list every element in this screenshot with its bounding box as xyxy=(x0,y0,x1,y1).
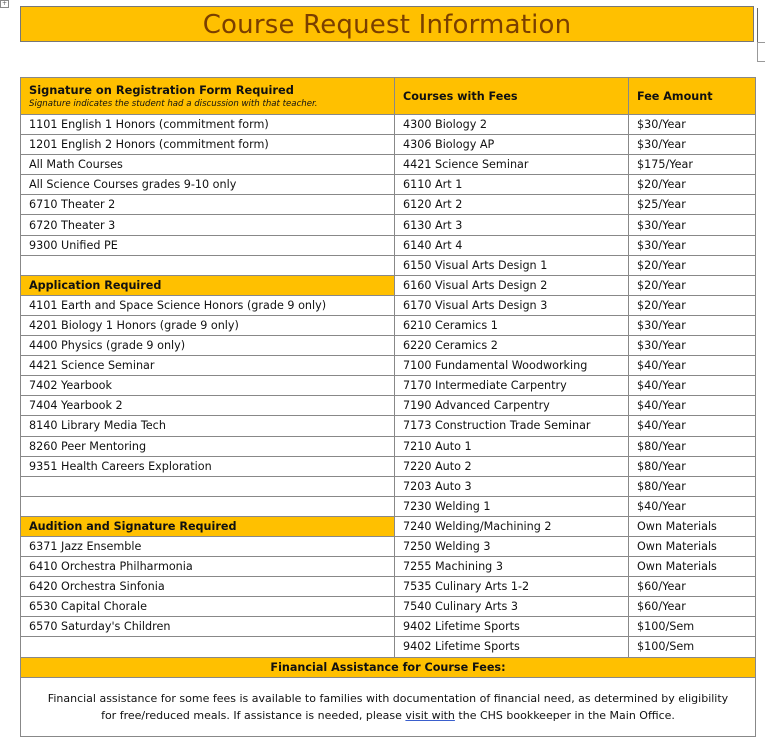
course-cell: 6160 Visual Arts Design 2 xyxy=(395,275,629,295)
course-cell: 4421 Science Seminar xyxy=(395,155,629,175)
table-row xyxy=(21,476,756,496)
fee-cell: Own Materials xyxy=(629,557,756,577)
course-cell: 6120 Art 2 xyxy=(395,195,629,215)
table-row xyxy=(21,295,756,315)
course-cell: 7203 Auto 3 xyxy=(395,476,629,496)
table-row xyxy=(21,637,756,657)
table-row xyxy=(21,175,756,195)
table-move-handle-icon[interactable]: + xyxy=(1,0,8,7)
fee-cell: $175/Year xyxy=(629,155,756,175)
table-row xyxy=(21,275,756,295)
requirement-cell: 7404 Yearbook 2 xyxy=(21,396,395,416)
table-row xyxy=(21,376,756,396)
course-cell: 7230 Welding 1 xyxy=(395,496,629,516)
course-cell: 7173 Construction Trade Seminar xyxy=(395,416,629,436)
fee-cell: $30/Year xyxy=(629,336,756,356)
requirement-cell: 8140 Library Media Tech xyxy=(21,416,395,436)
table-row xyxy=(21,536,756,556)
fee-cell: $20/Year xyxy=(629,295,756,315)
requirement-cell: 6530 Capital Chorale xyxy=(21,597,395,617)
header-fee-amount: Fee Amount xyxy=(629,78,756,115)
course-cell: 7255 Machining 3 xyxy=(395,557,629,577)
requirement-cell: 6710 Theater 2 xyxy=(21,195,395,215)
table-row xyxy=(21,356,756,376)
requirement-cell: 6720 Theater 3 xyxy=(21,215,395,235)
fee-cell: $30/Year xyxy=(629,315,756,335)
requirement-cell xyxy=(21,496,395,516)
financial-note-text-end: the CHS bookkeeper in the Main Office. xyxy=(454,708,675,722)
table-row xyxy=(21,436,756,456)
table-row xyxy=(21,577,756,597)
header-signature-required xyxy=(21,78,395,115)
requirement-cell: 1201 English 2 Honors (commitment form) xyxy=(21,135,395,155)
financial-note-row xyxy=(21,677,756,736)
requirement-cell: 4201 Biology 1 Honors (grade 9 only) xyxy=(21,315,395,335)
financial-heading-row xyxy=(21,657,756,677)
fee-cell: $80/Year xyxy=(629,436,756,456)
course-cell: 6150 Visual Arts Design 1 xyxy=(395,255,629,275)
requirement-cell: All Math Courses xyxy=(21,155,395,175)
fee-cell: $30/Year xyxy=(629,215,756,235)
requirement-cell: 6410 Orchestra Philharmonia xyxy=(21,557,395,577)
table-row xyxy=(21,557,756,577)
fee-cell: $80/Year xyxy=(629,456,756,476)
fee-cell: $20/Year xyxy=(629,175,756,195)
fee-cell: $80/Year xyxy=(629,476,756,496)
requirement-cell: 9351 Health Careers Exploration xyxy=(21,456,395,476)
course-cell: 7210 Auto 1 xyxy=(395,436,629,456)
fee-cell: Own Materials xyxy=(629,516,756,536)
table-row xyxy=(21,255,756,275)
table-row xyxy=(21,215,756,235)
requirement-cell: All Science Courses grades 9-10 only xyxy=(21,175,395,195)
requirement-cell: 7402 Yearbook xyxy=(21,376,395,396)
table-row xyxy=(21,155,756,175)
course-cell: 7220 Auto 2 xyxy=(395,456,629,476)
fee-cell: $25/Year xyxy=(629,195,756,215)
table-row xyxy=(21,315,756,335)
course-cell: 7240 Welding/Machining 2 xyxy=(395,516,629,536)
course-cell: 7535 Culinary Arts 1-2 xyxy=(395,577,629,597)
table-row xyxy=(21,516,756,536)
course-cell: 7190 Advanced Carpentry xyxy=(395,396,629,416)
requirement-cell: 9300 Unified PE xyxy=(21,235,395,255)
table-row xyxy=(21,597,756,617)
fee-cell: $40/Year xyxy=(629,396,756,416)
fee-cell: $20/Year xyxy=(629,275,756,295)
financial-heading: Financial Assistance for Course Fees: xyxy=(21,657,756,677)
requirement-cell: 6570 Saturday's Children xyxy=(21,617,395,637)
table-row xyxy=(21,336,756,356)
table-row xyxy=(21,115,756,135)
fee-cell: $100/Sem xyxy=(629,637,756,657)
course-table xyxy=(20,77,756,737)
course-cell: 6170 Visual Arts Design 3 xyxy=(395,295,629,315)
financial-note xyxy=(21,677,756,736)
course-cell: 9402 Lifetime Sports xyxy=(395,617,629,637)
course-cell: 6140 Art 4 xyxy=(395,235,629,255)
course-cell: 6110 Art 1 xyxy=(395,175,629,195)
requirement-cell xyxy=(21,255,395,275)
course-cell: 4300 Biology 2 xyxy=(395,115,629,135)
fee-cell: $30/Year xyxy=(629,115,756,135)
requirement-cell: 6371 Jazz Ensemble xyxy=(21,536,395,556)
header-courses-with-fees: Courses with Fees xyxy=(395,78,629,115)
header-signature-label: Signature on Registration Form Required xyxy=(29,83,294,97)
fee-cell: $40/Year xyxy=(629,496,756,516)
fee-cell: $20/Year xyxy=(629,255,756,275)
course-cell: 4306 Biology AP xyxy=(395,135,629,155)
course-cell: 6130 Art 3 xyxy=(395,215,629,235)
requirement-cell: 6420 Orchestra Sinfonia xyxy=(21,577,395,597)
fee-cell: $60/Year xyxy=(629,577,756,597)
table-row xyxy=(21,496,756,516)
page-title: Course Request Information xyxy=(202,10,572,40)
requirement-cell: 1101 English 1 Honors (commitment form) xyxy=(21,115,395,135)
fee-cell: $40/Year xyxy=(629,356,756,376)
course-cell: 7250 Welding 3 xyxy=(395,536,629,556)
course-cell: 7100 Fundamental Woodworking xyxy=(395,356,629,376)
fee-cell: $40/Year xyxy=(629,376,756,396)
table-row xyxy=(21,416,756,436)
table-row xyxy=(21,235,756,255)
fee-cell: $100/Sem xyxy=(629,617,756,637)
text-cursor xyxy=(757,8,758,42)
requirement-cell: 8260 Peer Mentoring xyxy=(21,436,395,456)
fee-cell: $30/Year xyxy=(629,235,756,255)
table-row xyxy=(21,617,756,637)
requirement-cell xyxy=(21,637,395,657)
header-row xyxy=(21,78,756,115)
course-cell: 9402 Lifetime Sports xyxy=(395,637,629,657)
requirement-cell: 4101 Earth and Space Science Honors (grade 9 only) xyxy=(21,295,395,315)
fee-cell: $30/Year xyxy=(629,135,756,155)
course-cell: 6220 Ceramics 2 xyxy=(395,336,629,356)
requirement-cell xyxy=(21,476,395,496)
requirement-cell: 4421 Science Seminar xyxy=(21,356,395,376)
fee-cell: $60/Year xyxy=(629,597,756,617)
title-banner xyxy=(20,6,754,42)
table-resize-handle[interactable] xyxy=(757,42,765,62)
course-cell: 7540 Culinary Arts 3 xyxy=(395,597,629,617)
header-signature-note: Signature indicates the student had a discussion with that teacher. xyxy=(29,99,318,109)
requirement-cell: 4400 Physics (grade 9 only) xyxy=(21,336,395,356)
section-heading: Audition and Signature Required xyxy=(21,516,395,536)
table-row xyxy=(21,456,756,476)
table-row xyxy=(21,396,756,416)
course-cell: 6210 Ceramics 1 xyxy=(395,315,629,335)
section-heading: Application Required xyxy=(21,275,395,295)
visit-with-link[interactable]: visit with xyxy=(405,708,455,722)
table-row xyxy=(21,135,756,155)
financial-note-text: Financial assistance for some fees is available to families with documentation of financial need, as determined by eligibility for free/reduced meals. If assistance is needed, please xyxy=(47,691,729,722)
course-cell: 7170 Intermediate Carpentry xyxy=(395,376,629,396)
fee-cell: $40/Year xyxy=(629,416,756,436)
table-row xyxy=(21,195,756,215)
fee-cell: Own Materials xyxy=(629,536,756,556)
